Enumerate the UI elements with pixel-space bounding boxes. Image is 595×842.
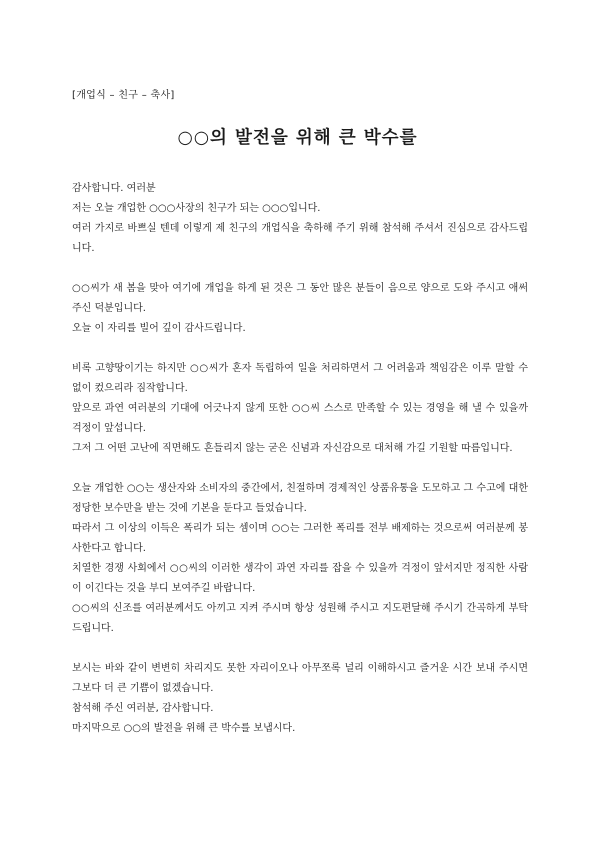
document-body xyxy=(72,179,528,759)
text-line: ○○씨가 새 봄을 맞아 여기에 개업을 하게 된 것은 그 동안 많은 분들이 음으로 양으로 도와 주시고 애써 주신 덕분입니다. xyxy=(72,283,528,314)
text-line: 그저 그 어떤 고난에 직면해도 흔들리지 않는 굳은 신념과 자신감으로 대처해 가길 기원할 따름입니다. xyxy=(72,443,513,454)
text-line: 비록 고향땅이기는 하지만 ○○씨가 혼자 독립하여 일을 처리하면서 그 어려움과 책임감은 이루 말할 수 없이 컸으리라 짐작합니다. xyxy=(72,363,528,394)
paragraph xyxy=(72,179,528,259)
text-line: 보시는 바와 같이 변변히 차리지도 못한 자리이오나 아무쪼록 널리 이해하시고 즐거운 시간 보내 주시면 그보다 더 큰 기쁨이 없겠습니다. xyxy=(72,663,528,694)
paragraph xyxy=(72,359,528,459)
text-line: 앞으로 과연 여러분의 기대에 어긋나지 않게 또한 ○○씨 스스로 만족할 수 있는 경영을 해 낼 수 있을까 걱정이 앞섭니다. xyxy=(72,403,528,434)
text-line: 오늘 이 자리를 빌어 깊이 감사드립니다. xyxy=(72,323,246,334)
text-line: 따라서 그 이상의 이득은 폭리가 되는 셈이며 ○○는 그러한 폭리를 전부 배제하는 것으로써 여러분께 봉사한다고 합니다. xyxy=(72,523,528,554)
document-title: ○○의 발전을 위해 큰 박수를 xyxy=(177,128,418,148)
text-line: 참석해 주신 여러분, 감사합니다. xyxy=(72,703,214,714)
text-line: 저는 오늘 개업한 ○○○사장의 친구가 되는 ○○○입니다. xyxy=(72,203,321,214)
paragraph xyxy=(72,479,528,639)
paragraph xyxy=(72,659,528,739)
document-tag: [개업식 – 친구 – 축사] xyxy=(72,90,175,101)
text-line: ○○씨의 신조를 여러분께서도 아끼고 지켜 주시며 항상 성원해 주시고 지도편달해 주시기 간곡하게 부탁드립니다. xyxy=(72,603,528,634)
paragraph xyxy=(72,279,528,339)
text-line: 감사합니다. 여러분 xyxy=(72,183,156,194)
text-line: 치열한 경쟁 사회에서 ○○씨의 이러한 생각이 과연 자리를 잡을 수 있을까 걱정이 앞서지만 정직한 사람이 이긴다는 것을 부디 보여주길 바랍니다. xyxy=(72,563,528,594)
text-line: 마지막으로 ○○의 발전을 위해 큰 박수를 보냅시다. xyxy=(72,723,296,734)
text-line: 여러 가지로 바쁘실 텐데 이렇게 제 친구의 개업식을 축하해 주기 위해 참석해 주셔서 진심으로 감사드립니다. xyxy=(72,223,528,254)
text-line: 오늘 개업한 ○○는 생산자와 소비자의 중간에서, 친절하며 경제적인 상품유통을 도모하고 그 수고에 대한 정당한 보수만을 받는 것에 기본을 둔다고 들었습니다. xyxy=(72,483,528,514)
